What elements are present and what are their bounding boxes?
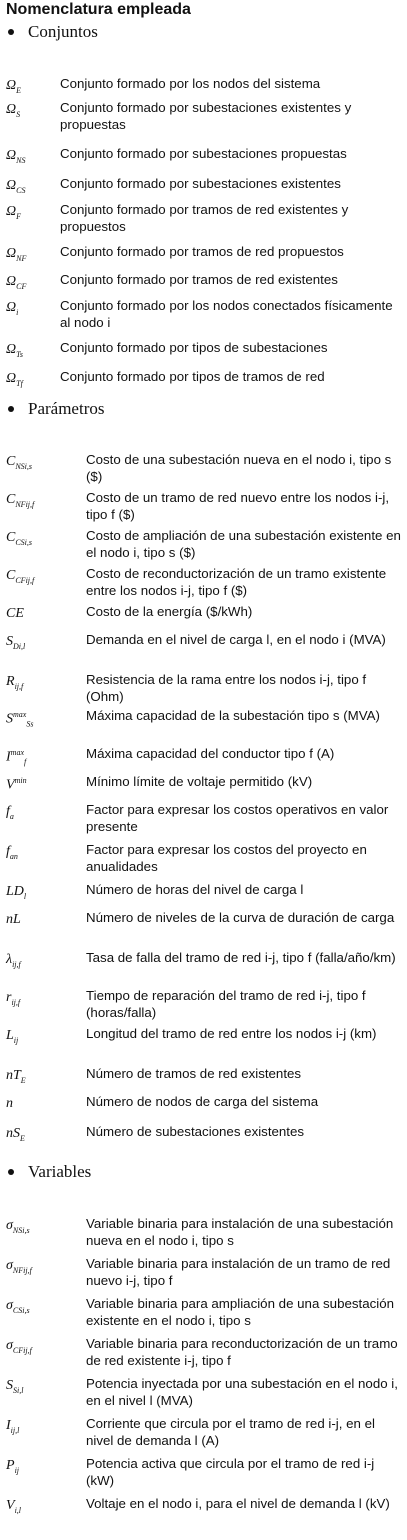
symbol-subscript: E bbox=[20, 1075, 26, 1085]
symbol-subscript: Ss bbox=[26, 719, 34, 729]
symbol-base: S bbox=[6, 711, 13, 727]
symbol-base: I bbox=[6, 749, 11, 765]
symbol bbox=[6, 1028, 76, 1045]
description: Variable binaria para instalación de una subestación nueva en el nodo i, tipo s bbox=[86, 1216, 394, 1248]
symbol-subscript: NF bbox=[16, 253, 27, 263]
symbol-base: Ω bbox=[6, 342, 17, 357]
symbol-base: C bbox=[6, 568, 16, 583]
symbol bbox=[6, 492, 76, 509]
description: Variable binaria para instalación de un tramo de red nuevo i-j, tipo f bbox=[86, 1256, 391, 1288]
symbol bbox=[6, 1298, 76, 1315]
section-conjuntos bbox=[6, 22, 98, 42]
symbol-subscript: l bbox=[23, 891, 27, 901]
description: Número de subestaciones existentes bbox=[86, 1124, 305, 1139]
section-variables bbox=[6, 1162, 91, 1182]
description: Conjunto formado por subestaciones existentes bbox=[60, 176, 341, 191]
symbol-subscript: ij bbox=[14, 1465, 20, 1475]
description: Conjunto formado por tramos de red propuestos bbox=[60, 244, 344, 259]
symbol bbox=[6, 748, 76, 766]
symbol-base: σ bbox=[6, 1218, 13, 1233]
symbol-subscript: a bbox=[9, 811, 14, 821]
symbol-base: Ω bbox=[6, 102, 17, 117]
symbol-base: I bbox=[6, 1418, 11, 1433]
symbol-base: V bbox=[6, 1498, 15, 1513]
symbol-subscript: CFij,f bbox=[15, 575, 35, 585]
symbol-base: C bbox=[6, 454, 16, 469]
symbol-base: Ω bbox=[6, 178, 17, 193]
symbol-base: nS bbox=[6, 1126, 20, 1141]
symbol-base: LD bbox=[6, 884, 24, 899]
bullet-icon bbox=[8, 406, 14, 412]
description: Potencia inyectada por una subestación en el nodo i, en el nivel l (MVA) bbox=[86, 1376, 398, 1408]
symbol bbox=[6, 1258, 76, 1275]
symbol-base: σ bbox=[6, 1298, 13, 1313]
symbol bbox=[6, 1378, 76, 1395]
symbol bbox=[6, 1498, 76, 1515]
symbol-subscript: Di,l bbox=[13, 641, 26, 651]
symbol-subscript: CSi,s bbox=[12, 1305, 30, 1315]
symbol-base: f bbox=[6, 844, 10, 859]
description: Longitud del tramo de red entre los nodos i-j (km) bbox=[86, 1026, 377, 1041]
description: Conjunto formado por subestaciones existentes y propuestas bbox=[60, 100, 352, 132]
description: Voltaje en el nodo i, para el nivel de demanda l (kV) bbox=[86, 1496, 390, 1511]
description: Conjunto formado por tramos de red existentes bbox=[60, 272, 338, 287]
symbol bbox=[6, 1126, 76, 1143]
symbol bbox=[6, 990, 76, 1007]
description: Número de niveles de la curva de duración de carga bbox=[86, 910, 395, 925]
description: Costo de reconductorización de un tramo existente entre los nodos i-j, tipo f ($) bbox=[86, 566, 387, 598]
symbol bbox=[6, 568, 76, 585]
symbol-subscript: Tf bbox=[16, 378, 23, 388]
symbol-superscript: max bbox=[13, 710, 27, 719]
symbol-base: Ω bbox=[6, 371, 17, 386]
symbol-base: S bbox=[6, 1378, 13, 1393]
symbol-base: C bbox=[6, 530, 16, 545]
description: Conjunto formado por tramos de red existentes y propuestos bbox=[60, 202, 349, 234]
symbol-subscript: i bbox=[16, 307, 19, 317]
symbol-subscript: F bbox=[16, 211, 22, 221]
description: Tiempo de reparación del tramo de red i-j, tipo f (horas/falla) bbox=[86, 988, 366, 1020]
symbol-base: σ bbox=[6, 1258, 13, 1273]
symbol bbox=[6, 1068, 76, 1085]
section-parametros bbox=[6, 399, 104, 419]
symbol-base: C bbox=[6, 492, 16, 507]
symbol-base: Ω bbox=[6, 148, 17, 163]
description: Resistencia de la rama entre los nodos i-j, tipo f (Ohm) bbox=[86, 672, 367, 704]
symbol-subscript: an bbox=[9, 851, 18, 861]
description: Costo de ampliación de una subestación existente en el nodo i, tipo s ($) bbox=[86, 528, 401, 560]
symbol bbox=[6, 1458, 76, 1475]
symbol bbox=[6, 674, 76, 691]
section-heading: Conjuntos bbox=[28, 22, 98, 41]
symbol bbox=[6, 454, 76, 471]
symbol bbox=[6, 952, 76, 969]
description: Factor para expresar los costos operativos en valor presente bbox=[86, 802, 389, 834]
description: Mínimo límite de voltaje permitido (kV) bbox=[86, 774, 313, 789]
bullet-icon bbox=[8, 1169, 14, 1175]
symbol bbox=[6, 634, 76, 651]
symbol bbox=[6, 710, 76, 728]
description: Variable binaria para reconductorización de un tramo de red existente i-j, tipo f bbox=[86, 1336, 398, 1368]
symbol-base: n bbox=[6, 1096, 13, 1111]
symbol-base: Ω bbox=[6, 274, 17, 289]
symbol bbox=[6, 1338, 76, 1355]
description: Conjunto formado por los nodos del sistema bbox=[60, 76, 321, 91]
symbol-subscript: E bbox=[16, 85, 22, 95]
symbol-subscript: ij,f bbox=[11, 997, 21, 1007]
symbol-subscript: S bbox=[16, 109, 21, 119]
symbol-superscript: max bbox=[10, 748, 24, 757]
symbol-subscript: E bbox=[20, 1133, 25, 1143]
description: Conjunto formado por tipos de tramos de red bbox=[60, 369, 325, 384]
page-title: Nomenclatura empleada bbox=[6, 1, 191, 18]
symbol-subscript: NSi,s bbox=[15, 461, 33, 471]
symbol bbox=[6, 912, 76, 928]
bullet-icon bbox=[8, 29, 14, 35]
symbol-subscript: ij,l bbox=[10, 1425, 20, 1435]
description: Costo de la energía ($/kWh) bbox=[86, 604, 253, 619]
symbol-subscript: NFij,f bbox=[12, 1265, 32, 1275]
symbol-base: σ bbox=[6, 1338, 13, 1353]
section-heading: Parámetros bbox=[28, 399, 105, 418]
symbol-base: CE bbox=[6, 606, 24, 621]
symbol-base: nL bbox=[6, 912, 21, 927]
description: Potencia activa que circula por el tramo de red i-j (kW) bbox=[86, 1456, 375, 1488]
description: Conjunto formado por subestaciones propuestas bbox=[60, 146, 347, 161]
description: Tasa de falla del tramo de red i-j, tipo f (falla/año/km) bbox=[86, 950, 396, 965]
description: Costo de una subestación nueva en el nodo i, tipo s ($) bbox=[86, 452, 392, 484]
symbol-subscript: ij bbox=[13, 1035, 19, 1045]
symbol-base: L bbox=[6, 1028, 14, 1043]
symbol-base: λ bbox=[6, 952, 13, 967]
symbol-subscript: CF bbox=[16, 281, 27, 291]
section-heading: Variables bbox=[28, 1162, 92, 1181]
symbol-subscript: CFij,f bbox=[12, 1345, 32, 1355]
symbol-base: S bbox=[6, 634, 13, 649]
symbol-subscript: NS bbox=[16, 155, 26, 165]
symbol-subscript: Si,l bbox=[13, 1385, 24, 1395]
symbol-base: Ω bbox=[6, 204, 17, 219]
description: Factor para expresar los costos del proyecto en anualidades bbox=[86, 842, 367, 874]
symbol-subscript: NSi,s bbox=[12, 1225, 30, 1235]
description: Número de nodos de carga del sistema bbox=[86, 1094, 319, 1109]
symbol-base: V bbox=[6, 777, 15, 793]
description: Variable binaria para ampliación de una subestación existente en el nodo i, tipo s bbox=[86, 1296, 394, 1328]
description: Demanda en el nivel de carga l, en el nodo i (MVA) bbox=[86, 632, 386, 647]
symbol-base: r bbox=[6, 990, 12, 1005]
description: Número de horas del nivel de carga l bbox=[86, 882, 304, 897]
symbol-base: f bbox=[6, 804, 10, 819]
symbol-base: nT bbox=[6, 1068, 21, 1083]
symbol bbox=[6, 844, 76, 861]
description: Corriente que circula por el tramo de red i-j, en el nivel de demanda l (A) bbox=[86, 1416, 375, 1448]
symbol bbox=[6, 1218, 76, 1235]
symbol-base: Ω bbox=[6, 300, 17, 315]
description: Conjunto formado por los nodos conectados físicamente al nodo i bbox=[60, 298, 393, 330]
symbol bbox=[6, 1096, 76, 1112]
symbol bbox=[6, 804, 76, 821]
symbol-base: Ω bbox=[6, 78, 17, 93]
description: Máxima capacidad de la subestación tipo s (MVA) bbox=[86, 708, 380, 723]
symbol-subscript: CSi,s bbox=[15, 537, 33, 547]
symbol-subscript: f bbox=[24, 757, 27, 767]
symbol-subscript: i,l bbox=[14, 1505, 22, 1515]
symbol-base: P bbox=[6, 1458, 15, 1473]
symbol-base: R bbox=[6, 674, 15, 689]
description: Conjunto formado por tipos de subestaciones bbox=[60, 340, 328, 355]
symbol bbox=[6, 884, 76, 901]
symbol-base: Ω bbox=[6, 246, 17, 261]
symbol bbox=[6, 776, 76, 794]
symbol bbox=[6, 530, 76, 547]
symbol-subscript: CS bbox=[16, 185, 26, 195]
description: Costo de un tramo de red nuevo entre los nodos i-j, tipo f ($) bbox=[86, 490, 390, 522]
symbol-subscript: Ts bbox=[16, 349, 23, 359]
description: Máxima capacidad del conductor tipo f (A) bbox=[86, 746, 335, 761]
symbol-superscript: min bbox=[14, 776, 27, 785]
symbol bbox=[6, 606, 76, 622]
symbol-subscript: ij,f bbox=[14, 681, 24, 691]
symbol-subscript: NFij,f bbox=[15, 499, 35, 509]
symbol bbox=[6, 1418, 76, 1435]
description: Número de tramos de red existentes bbox=[86, 1066, 302, 1081]
symbol-subscript: ij,f bbox=[12, 959, 21, 969]
